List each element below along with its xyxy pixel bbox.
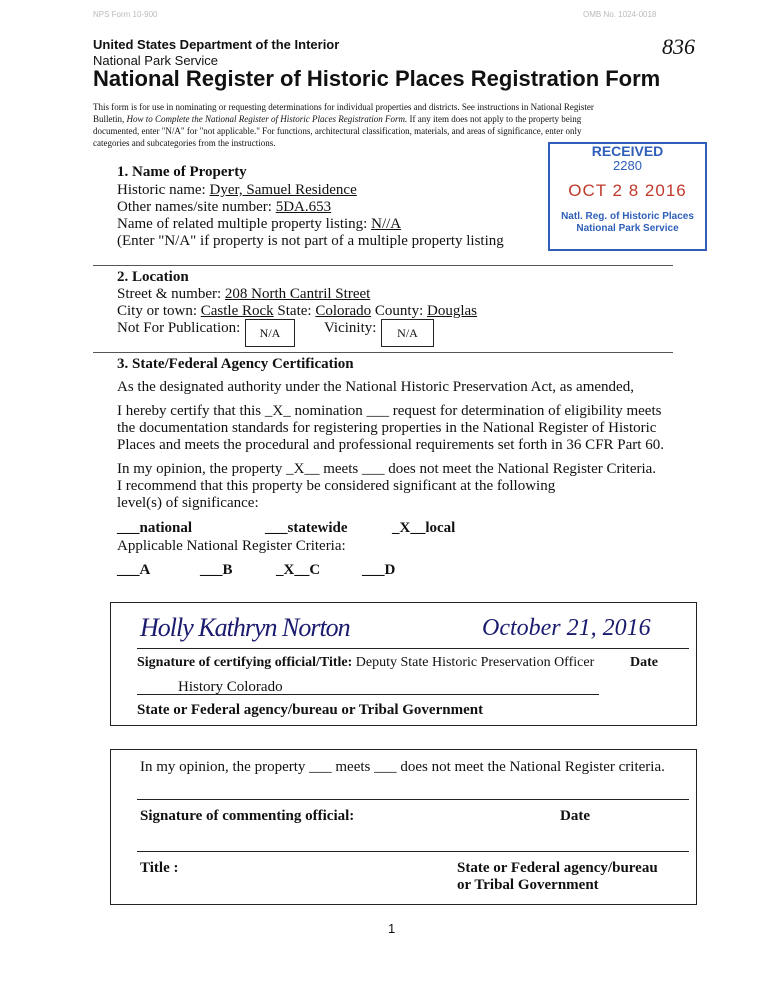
certify-line: I hereby certify that this _X_ nomination ___ request for determination of eligibility meets	[117, 403, 662, 419]
stamp-received-text: RECEIVED	[591, 143, 664, 159]
vicinity-field[interactable]	[381, 319, 434, 347]
street-value: 208 North Cantril Street	[224, 286, 371, 302]
criteria-d[interactable]: ___D	[362, 562, 396, 578]
department-name: United States Department of the Interior	[93, 37, 340, 52]
county-label: County:	[371, 303, 428, 319]
stamp-agency-line: National Park Service	[576, 223, 679, 234]
stamp-agency-line: Natl. Reg. of Historic Places	[561, 211, 694, 222]
criteria-a[interactable]: ___A	[117, 562, 151, 578]
opinion-line: I recommend that this property be considered significant at the following	[117, 478, 556, 494]
commenting-opinion: In my opinion, the property ___ meets ___ does not meet the National Register criteria.	[140, 759, 665, 775]
street-label: Street & number:	[117, 286, 225, 302]
official-signature: Holly Kathryn Norton	[140, 613, 350, 642]
not-for-publication-label: Not For Publication:	[117, 320, 241, 336]
stamp-date: OCT 2 8 2016	[568, 181, 687, 200]
street-row	[117, 286, 370, 303]
received-stamp	[548, 142, 707, 251]
historic-name-value: Dyer, Samuel Residence	[209, 182, 357, 198]
vicinity-value: N/A	[397, 326, 418, 340]
signature-title-row	[137, 655, 594, 671]
multiple-listing-value: N//A	[371, 216, 402, 232]
city-value: Castle Rock	[200, 303, 274, 319]
instructions-line	[93, 113, 693, 125]
multiple-listing-note: (Enter "N/A" if property is not part of a multiple property listing	[117, 233, 504, 249]
other-names-label: Other names/site number:	[117, 199, 276, 215]
certify-line: Places and meets the procedural and professional requirements set forth in 36 CFR Part 60.	[117, 437, 664, 453]
top-right-faint-text: OMB No. 1024-0018	[583, 10, 657, 19]
other-names-row	[117, 199, 331, 216]
criteria-label: Applicable National Register Criteria:	[117, 538, 346, 554]
not-for-publication-value: N/A	[259, 326, 281, 340]
instructions-line: categories and subcategories from the instructions.	[93, 138, 276, 148]
not-for-publication-field[interactable]	[245, 319, 295, 347]
city-row	[117, 303, 477, 320]
page-number: 1	[388, 921, 396, 936]
city-label: City or town:	[117, 303, 201, 319]
instructions-line: documented, enter "N/A" for "not applicable." For functions, architectural classification, materials, and areas of significance, enter only	[93, 126, 582, 136]
other-names-value: 5DA.653	[275, 199, 332, 215]
service-name: National Park Service	[93, 53, 218, 68]
comment-signature-line	[137, 799, 689, 800]
multiple-listing-label: Name of related multiple property listing:	[117, 216, 372, 232]
comment-title-line	[137, 851, 689, 852]
section-divider	[93, 352, 673, 353]
cert-date-label: Date	[630, 655, 658, 670]
vicinity-label: Vicinity:	[324, 320, 377, 336]
signature-date-handwritten: October 21, 2016	[482, 615, 651, 641]
level-national[interactable]: ___national	[117, 520, 193, 536]
commenting-agency-label: State or Federal agency/bureau	[457, 860, 658, 876]
level-local[interactable]: _X__local	[392, 520, 456, 536]
historic-name-row	[117, 182, 357, 199]
agency-label: State or Federal agency/bureau or Tribal Government	[137, 702, 484, 718]
section-2-heading: 2. Location	[117, 269, 189, 285]
instructions-text: Bulletin,	[93, 114, 127, 124]
criteria-c[interactable]: _X__C	[276, 562, 321, 578]
instructions-line: This form is for use in nominating or requesting determinations for individual properties and districts. See instructions in National Register	[93, 102, 594, 112]
state-label: State:	[273, 303, 316, 319]
multiple-listing-row	[117, 216, 401, 233]
state-value: Colorado	[315, 303, 372, 319]
agency-value: History Colorado	[178, 679, 283, 695]
signature-label: Signature of certifying official/Title:	[137, 655, 356, 670]
opinion-line: In my opinion, the property _X__ meets ___ does not meet the National Register Criteria.	[117, 461, 657, 477]
authority-statement: As the designated authority under the National Historic Preservation Act, as amended,	[117, 379, 634, 395]
level-statewide[interactable]: ___statewide	[265, 520, 348, 536]
instructions-text: If any item does not apply to the property being	[407, 114, 582, 124]
county-value: Douglas	[427, 303, 478, 319]
section-divider	[93, 265, 673, 266]
commenting-agency-label: or Tribal Government	[457, 877, 599, 893]
commenting-title-label: Title :	[140, 860, 179, 876]
page-title: National Register of Historic Places Registration Form	[93, 66, 661, 91]
top-left-faint-text: NPS Form 10-900	[93, 10, 158, 19]
section-3-heading: 3. State/Federal Agency Certification	[117, 356, 354, 372]
opinion-line: level(s) of significance:	[117, 495, 259, 511]
historic-name-label: Historic name:	[117, 182, 210, 198]
criteria-b[interactable]: ___B	[200, 562, 233, 578]
official-title: Deputy State Historic Preservation Officer	[355, 655, 595, 670]
stamp-number: 2280	[613, 158, 642, 173]
agency-line	[137, 694, 599, 695]
commenting-signature-label: Signature of commenting official:	[140, 808, 355, 824]
section-1-heading: 1. Name of Property	[117, 164, 247, 180]
handwritten-number: 836	[662, 34, 695, 59]
bulletin-title: How to Complete the National Register of Historic Places Registration Form.	[126, 114, 408, 124]
commenting-date-label: Date	[560, 808, 590, 824]
signature-line	[137, 648, 689, 649]
certify-line: the documentation standards for registering properties in the National Register of Historic	[117, 420, 657, 436]
